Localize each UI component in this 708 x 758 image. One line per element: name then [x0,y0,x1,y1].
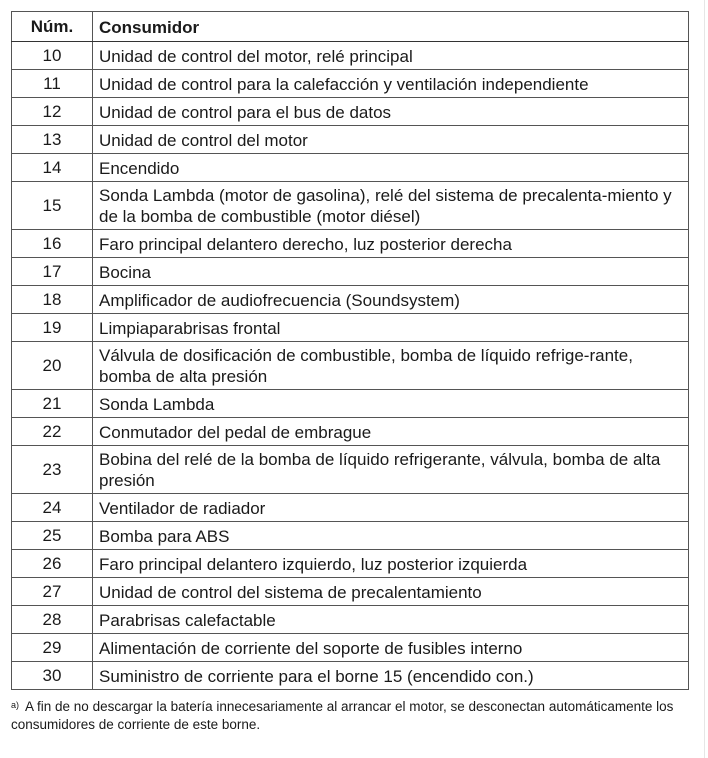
footnote [11,698,701,734]
row-consumer: Sonda Lambda [93,390,689,418]
row-consumer: Válvula de dosificación de combustible, bomba de líquido refrige-rante, bomba de alta presión [93,342,689,390]
row-consumer: Sonda Lambda (motor de gasolina), relé del sistema de precalenta-miento y de la bomba de combustible (motor diésel) [93,182,689,230]
row-num: 25 [12,522,93,550]
table-row [12,578,689,606]
table-row [12,258,689,286]
table-row [12,42,689,70]
row-num: 15 [12,182,93,230]
table-row [12,98,689,126]
table-row [12,446,689,494]
row-num: 22 [12,418,93,446]
row-num: 12 [12,98,93,126]
table-row [12,550,689,578]
page-edge-divider [704,0,705,758]
footnote-text: A fin de no descargar la batería innecesariamente al arrancar el motor, se desconectan automáticamente los consumidores de corriente de este borne. [11,699,674,732]
table-row [12,286,689,314]
row-consumer: Ventilador de radiador [93,494,689,522]
row-consumer: Suministro de corriente para el borne 15 (encendido con.) [93,662,689,690]
row-consumer: Alimentación de corriente del soporte de fusibles interno [93,634,689,662]
header-num: Núm. [12,12,93,42]
table-row [12,230,689,258]
row-consumer: Faro principal delantero izquierdo, luz posterior izquierda [93,550,689,578]
row-consumer: Bobina del relé de la bomba de líquido refrigerante, válvula, bomba de alta presión [93,446,689,494]
table-row [12,314,689,342]
row-num: 29 [12,634,93,662]
row-num: 26 [12,550,93,578]
row-num: 18 [12,286,93,314]
row-num: 24 [12,494,93,522]
table-row [12,494,689,522]
footnote-marker: a) [11,700,20,710]
row-consumer: Unidad de control para el bus de datos [93,98,689,126]
row-num: 27 [12,578,93,606]
row-num: 11 [12,70,93,98]
row-consumer: Unidad de control para la calefacción y ventilación independiente [93,70,689,98]
table-row [12,154,689,182]
row-consumer: Unidad de control del sistema de precalentamiento [93,578,689,606]
row-num: 10 [12,42,93,70]
table-row [12,522,689,550]
table-row [12,126,689,154]
table-row [12,662,689,690]
row-num: 17 [12,258,93,286]
row-num: 19 [12,314,93,342]
table-row [12,342,689,390]
row-num: 14 [12,154,93,182]
row-consumer: Amplificador de audiofrecuencia (Soundsystem) [93,286,689,314]
table-row [12,634,689,662]
table-row [12,418,689,446]
row-num: 20 [12,342,93,390]
row-num: 28 [12,606,93,634]
row-consumer: Limpiaparabrisas frontal [93,314,689,342]
row-num: 30 [12,662,93,690]
row-consumer: Parabrisas calefactable [93,606,689,634]
table-row [12,606,689,634]
row-consumer: Bomba para ABS [93,522,689,550]
row-consumer: Encendido [93,154,689,182]
table-header-row [12,12,689,42]
row-num: 23 [12,446,93,494]
row-consumer: Bocina [93,258,689,286]
row-num: 16 [12,230,93,258]
row-consumer: Unidad de control del motor, relé principal [93,42,689,70]
row-num: 13 [12,126,93,154]
fuse-consumer-table [11,11,689,690]
row-consumer: Conmutador del pedal de embrague [93,418,689,446]
table-body [12,42,689,690]
header-consumer: Consumidor [93,12,689,42]
table-row [12,182,689,230]
row-num: 21 [12,390,93,418]
table-row [12,70,689,98]
row-consumer: Unidad de control del motor [93,126,689,154]
table-row [12,390,689,418]
row-consumer: Faro principal delantero derecho, luz posterior derecha [93,230,689,258]
